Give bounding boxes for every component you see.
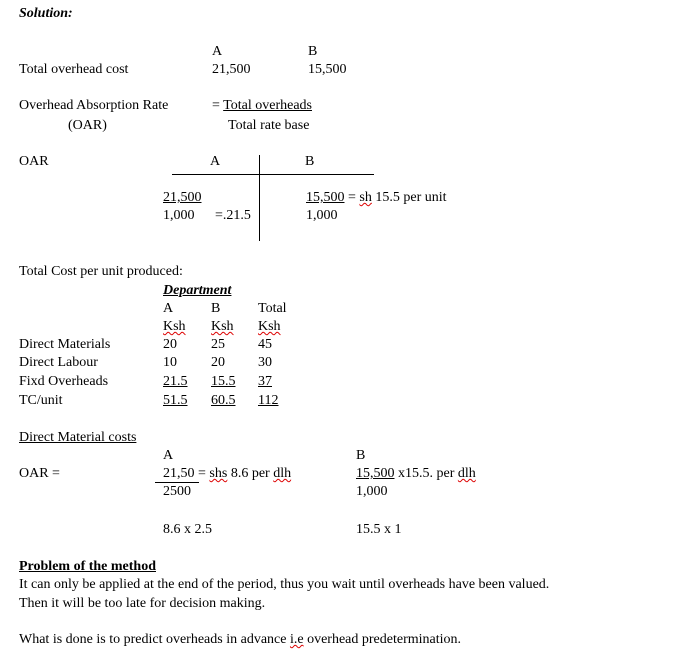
dm-oar-label: OAR = (19, 466, 60, 481)
table-cell: 30 (258, 355, 272, 370)
column-header: B (211, 301, 221, 316)
table-cell: 37 (258, 374, 272, 389)
t-account-horizontal-line (172, 174, 374, 175)
dm-col-b: B (356, 448, 366, 463)
dm-a-numerator: 21,50 = shs 8.6 per dlh (163, 466, 292, 481)
oar-formula-numerator: = Total overheads (212, 98, 312, 113)
column-header: Total (258, 301, 287, 316)
table-cell: 20 (163, 337, 177, 352)
col-b-header: B (308, 44, 318, 59)
table-cell: 20 (211, 355, 225, 370)
total-overhead-a: 21,500 (212, 62, 251, 77)
dm-b-calc: 15.5 x 1 (356, 522, 402, 537)
column-unit: Ksh (163, 319, 186, 334)
oar-def-label: Overhead Absorption Rate (19, 98, 169, 113)
oar-a-result: =.21.5 (215, 208, 251, 223)
column-header: A (163, 301, 174, 316)
dm-a-denominator: 2500 (163, 484, 191, 499)
table-cell: 15.5 (211, 374, 236, 389)
table-cell: 51.5 (163, 393, 188, 408)
table-cell: 10 (163, 355, 177, 370)
oar-col-a: A (210, 154, 221, 169)
col-a-header: A (212, 44, 223, 59)
oar-b-numerator: 15,500 = sh 15.5 per unit (306, 190, 447, 205)
oar-a-denominator: 1,000 (163, 208, 195, 223)
table-cell: 21.5 (163, 374, 188, 389)
dm-b-numerator: 15,500 x15.5. per dlh (356, 466, 476, 481)
dm-title: Direct Material costs (19, 430, 137, 445)
department-header: Department (163, 283, 232, 298)
column-unit: Ksh (211, 319, 234, 334)
table-cell: 60.5 (211, 393, 236, 408)
oar-col-b: B (305, 154, 315, 169)
problem-title: Problem of the method (19, 559, 156, 574)
problem-line-1: It can only be applied at the end of the period, thus you wait until overheads have been valued. (19, 577, 550, 592)
cost-table-title: Total Cost per unit produced: (19, 264, 183, 279)
table-cell: 25 (211, 337, 225, 352)
column-unit: Ksh (258, 319, 281, 334)
solution-heading: Solution: (19, 6, 73, 21)
total-overhead-label: Total overhead cost (19, 62, 129, 77)
t-account-vertical-line (259, 155, 260, 241)
row-label: Direct Materials (19, 337, 111, 352)
oar-a-numerator: 21,500 (163, 190, 202, 205)
total-overhead-b: 15,500 (308, 62, 347, 77)
dm-a-calc: 8.6 x 2.5 (163, 522, 212, 537)
dm-a-fraction-line (155, 482, 199, 483)
oar-b-denominator: 1,000 (306, 208, 338, 223)
table-cell: 112 (258, 393, 279, 408)
dm-b-denominator: 1,000 (356, 484, 388, 499)
problem-line-2: Then it will be too late for decision making. (19, 596, 266, 611)
oar-formula-denominator: Total rate base (228, 118, 310, 133)
oar-abbr: (OAR) (68, 118, 107, 133)
row-label: Fixd Overheads (19, 374, 109, 389)
row-label: Direct Labour (19, 355, 98, 370)
dm-col-a: A (163, 448, 174, 463)
oar-label: OAR (19, 154, 49, 169)
problem-line-3: What is done is to predict overheads in advance i.e overhead predetermination. (19, 632, 462, 647)
table-cell: 45 (258, 337, 272, 352)
row-label: TC/unit (19, 393, 63, 408)
